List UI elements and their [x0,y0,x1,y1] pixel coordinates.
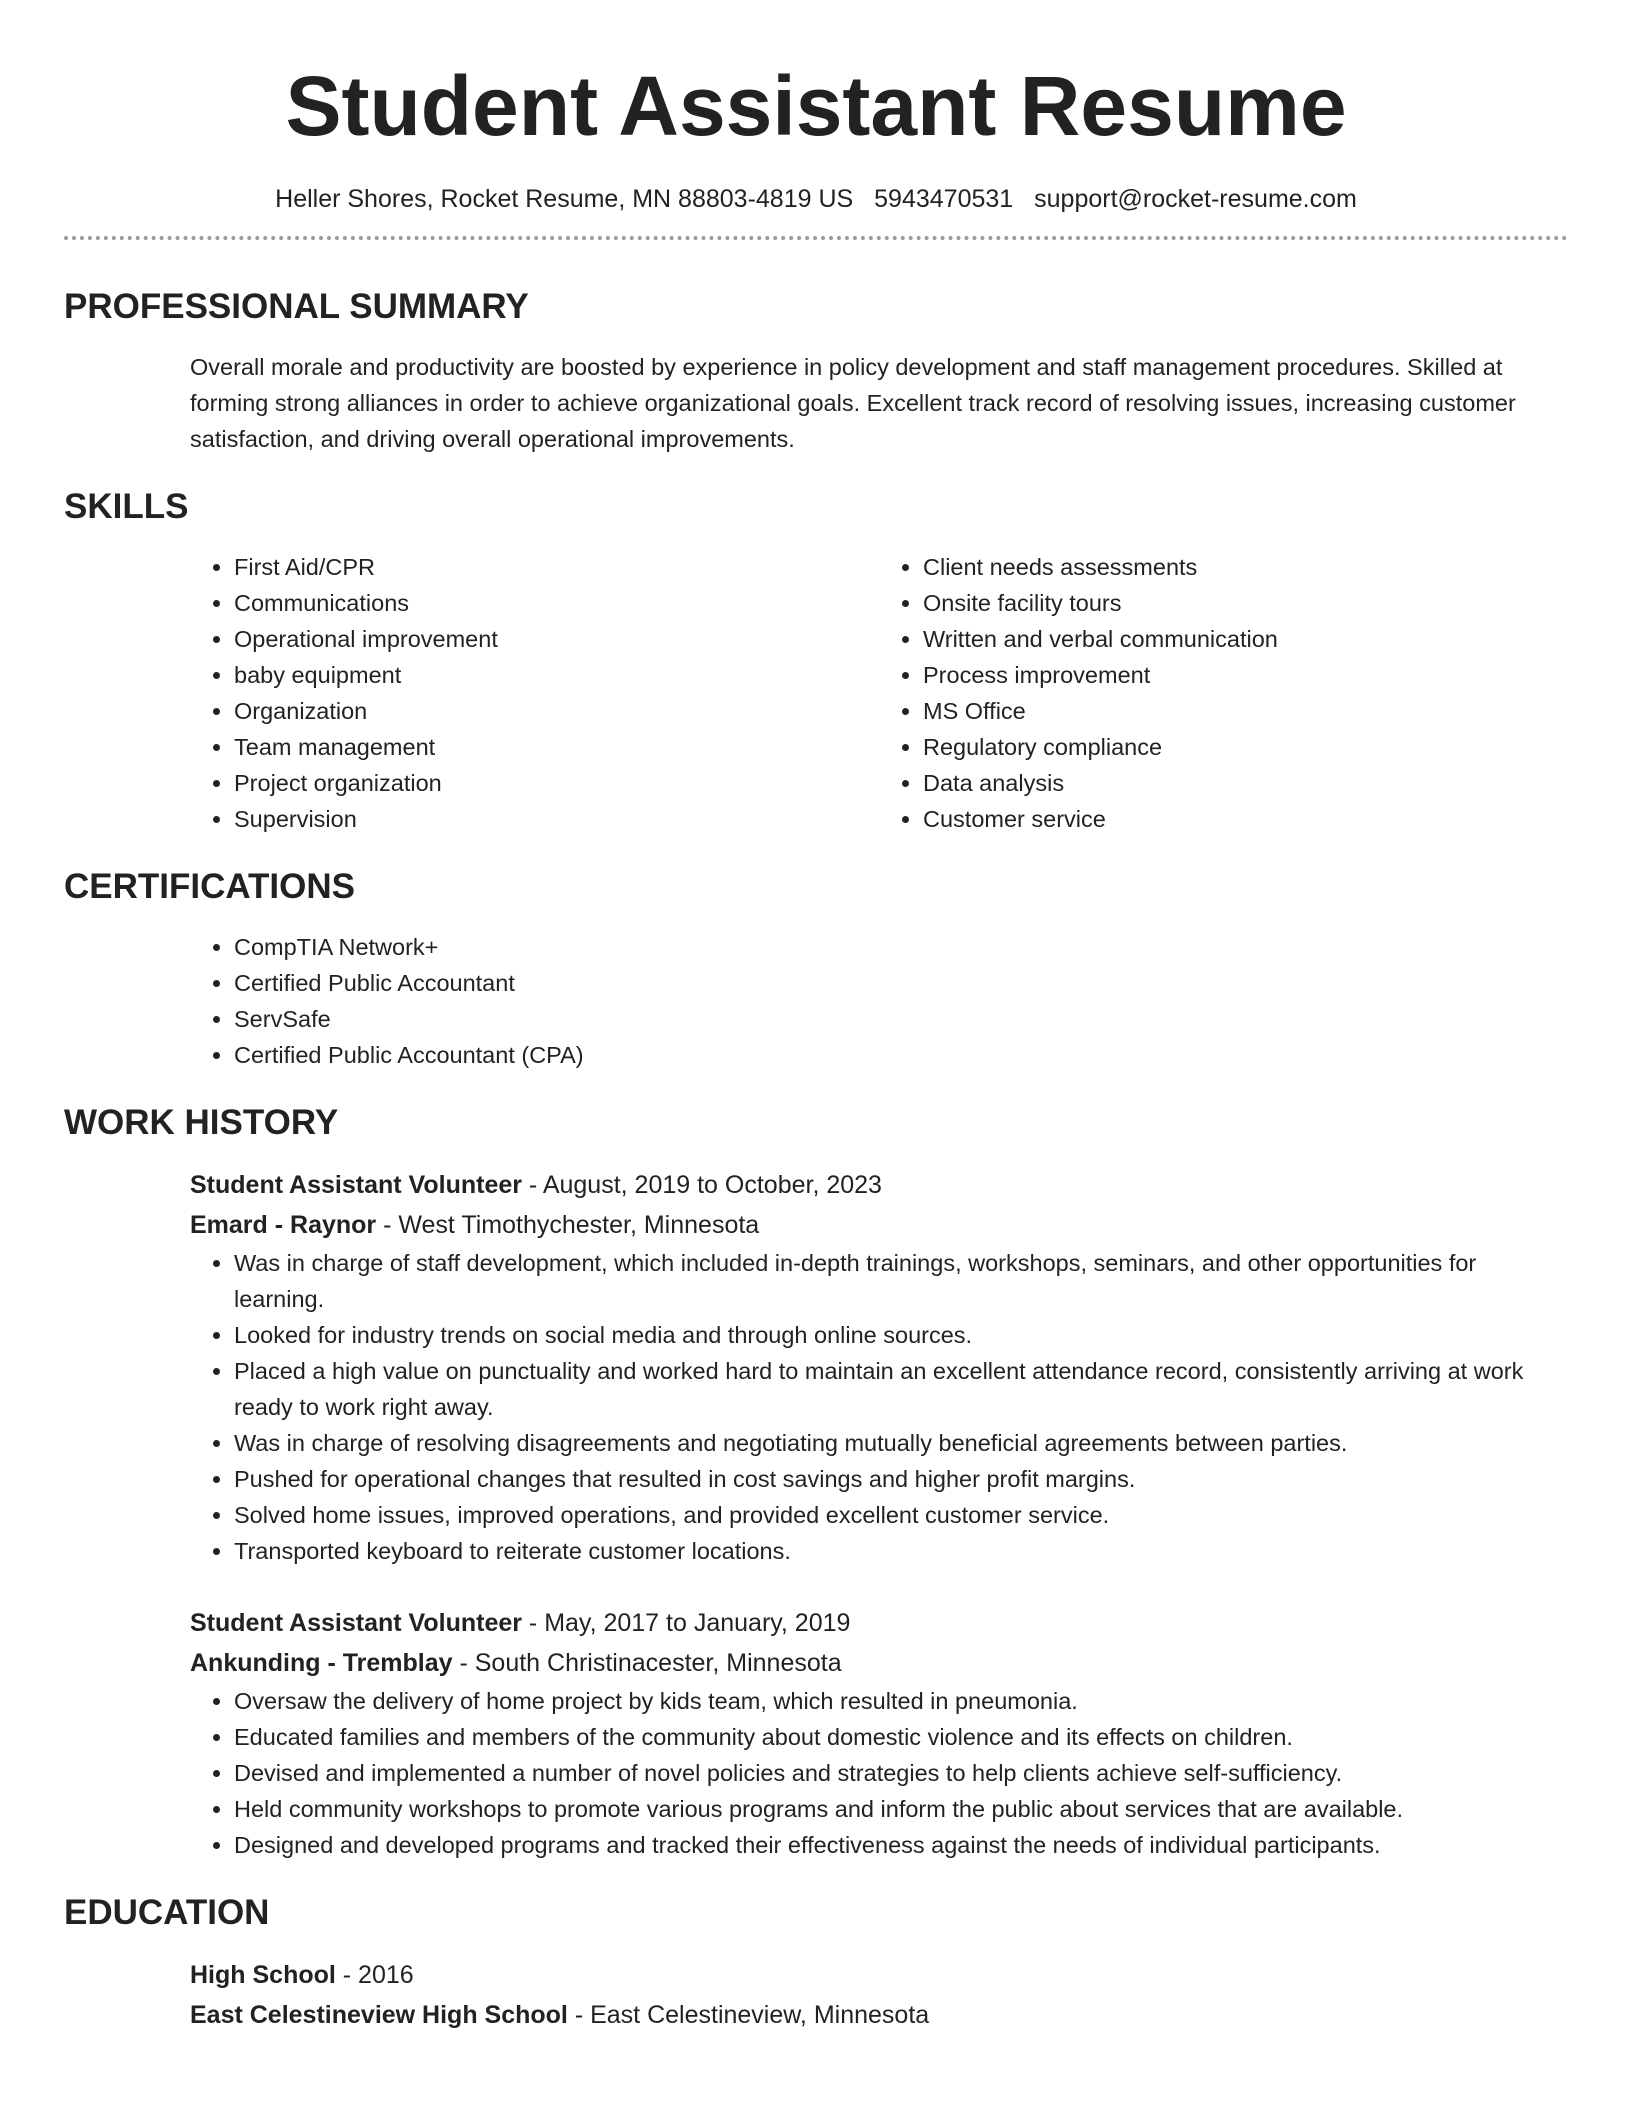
work-history-section [64,1101,1568,1863]
job-duty-item: • Educated families and members of the community about domestic violence and its effects on children. [234,1719,1568,1755]
job-location: - West Timothychester, Minnesota [376,1211,760,1239]
education-heading: EDUCATION [64,1893,270,1932]
job-dates: - August, 2019 to October, 2023 [521,1171,882,1199]
job-dates: - May, 2017 to January, 2019 [521,1609,851,1637]
skills-list-right [879,549,1568,837]
skill-item: • baby equipment [234,657,879,693]
contact-email: support@rocket-resume.com [1034,185,1357,213]
education-school: East Celestineview High School [190,2001,568,2029]
skill-item: • Operational improvement [234,621,879,657]
job-employer-line [190,1205,1568,1245]
certifications-list [190,929,1568,1073]
job-entry [190,1165,1568,1569]
job-employer: Ankunding - Tremblay [190,1649,453,1677]
job-duty-item: • Pushed for operational changes that resulted in cost savings and higher profit margins. [234,1461,1568,1497]
job-duties-list [190,1245,1568,1569]
job-duty-item: • Held community workshops to promote various programs and inform the public about services that are available. [234,1791,1568,1827]
work-history-heading: WORK HISTORY [64,1103,339,1142]
job-duty-item: • Looked for industry trends on social media and through online sources. [234,1317,1568,1353]
contact-line [64,182,1568,216]
job-role: Student Assistant Volunteer [190,1171,522,1199]
contact-phone: 5943470531 [874,185,1014,213]
job-duty-item: • Placed a high value on punctuality and worked hard to maintain an excellent attendance record, consistently arriving at work ready to work right away. [234,1353,1568,1425]
skill-item: • Written and verbal communication [923,621,1568,657]
education-section [64,1891,1568,2035]
skill-item: • First Aid/CPR [234,549,879,585]
header-divider [64,236,1568,240]
skill-item: • Customer service [923,801,1568,837]
certification-item: • CompTIA Network+ [234,929,1568,965]
certifications-block [190,929,1568,1073]
job-title-line [190,1165,1568,1205]
skill-item: • Organization [234,693,879,729]
job-employer: Emard - Raynor [190,1211,377,1239]
education-year: - 2016 [335,1961,414,1989]
job-duty-item: • Devised and implemented a number of novel policies and strategies to help clients achieve self-sufficiency. [234,1755,1568,1791]
contact-address: Heller Shores, Rocket Resume, MN 88803-4819 US [275,185,854,213]
skill-item: • Onsite facility tours [923,585,1568,621]
skill-item: • Client needs assessments [923,549,1568,585]
skill-item: • Communications [234,585,879,621]
summary-section [64,285,1568,457]
job-duty-item: • Designed and developed programs and tracked their effectiveness against the needs of individual participants. [234,1827,1568,1863]
certifications-section [64,865,1568,1073]
job-role: Student Assistant Volunteer [190,1609,522,1637]
certification-item: • Certified Public Accountant [234,965,1568,1001]
job-duty-item: • Solved home issues, improved operations, and provided excellent customer service. [234,1497,1568,1533]
job-entry [190,1603,1568,1863]
skills-grid [190,549,1568,837]
skill-item: • Supervision [234,801,879,837]
job-duty-item: • Was in charge of resolving disagreements and negotiating mutually beneficial agreements between parties. [234,1425,1568,1461]
skills-section [64,485,1568,837]
education-degree: High School [190,1961,336,1989]
summary-heading: PROFESSIONAL SUMMARY [64,287,529,326]
skill-item: • Project organization [234,765,879,801]
skill-item: • Data analysis [923,765,1568,801]
job-duty-item: • Transported keyboard to reiterate customer locations. [234,1533,1568,1569]
skills-heading: SKILLS [64,487,189,526]
skill-item: • Process improvement [923,657,1568,693]
skill-item: • Regulatory compliance [923,729,1568,765]
skill-item: • Team management [234,729,879,765]
skill-item: • MS Office [923,693,1568,729]
certifications-heading: CERTIFICATIONS [64,867,356,906]
education-entry [190,1955,1568,2035]
education-school-line [190,1995,1568,2035]
job-location: - South Christinacester, Minnesota [452,1649,842,1677]
job-duty-item: • Oversaw the delivery of home project by kids team, which resulted in pneumonia. [234,1683,1568,1719]
job-title-line [190,1603,1568,1643]
education-location: - East Celestineview, Minnesota [567,2001,930,2029]
certification-item: • ServSafe [234,1001,1568,1037]
job-employer-line [190,1643,1568,1683]
education-degree-line [190,1955,1568,1995]
skills-list-left [190,549,879,837]
job-duties-list [190,1683,1568,1863]
summary-text: Overall morale and productivity are boosted by experience in policy development and staff management procedures. Skilled at forming strong alliances in order to achieve organizational goals. Excellent track record of resolving issues, increasing customer satisfaction, and driving overall operational improvements. [190,354,1516,452]
resume-title: Student Assistant Resume [285,59,1347,153]
certification-item: • Certified Public Accountant (CPA) [234,1037,1568,1073]
job-duty-item: • Was in charge of staff development, which included in-depth trainings, workshops, seminars, and other opportunities for learning. [234,1245,1568,1317]
